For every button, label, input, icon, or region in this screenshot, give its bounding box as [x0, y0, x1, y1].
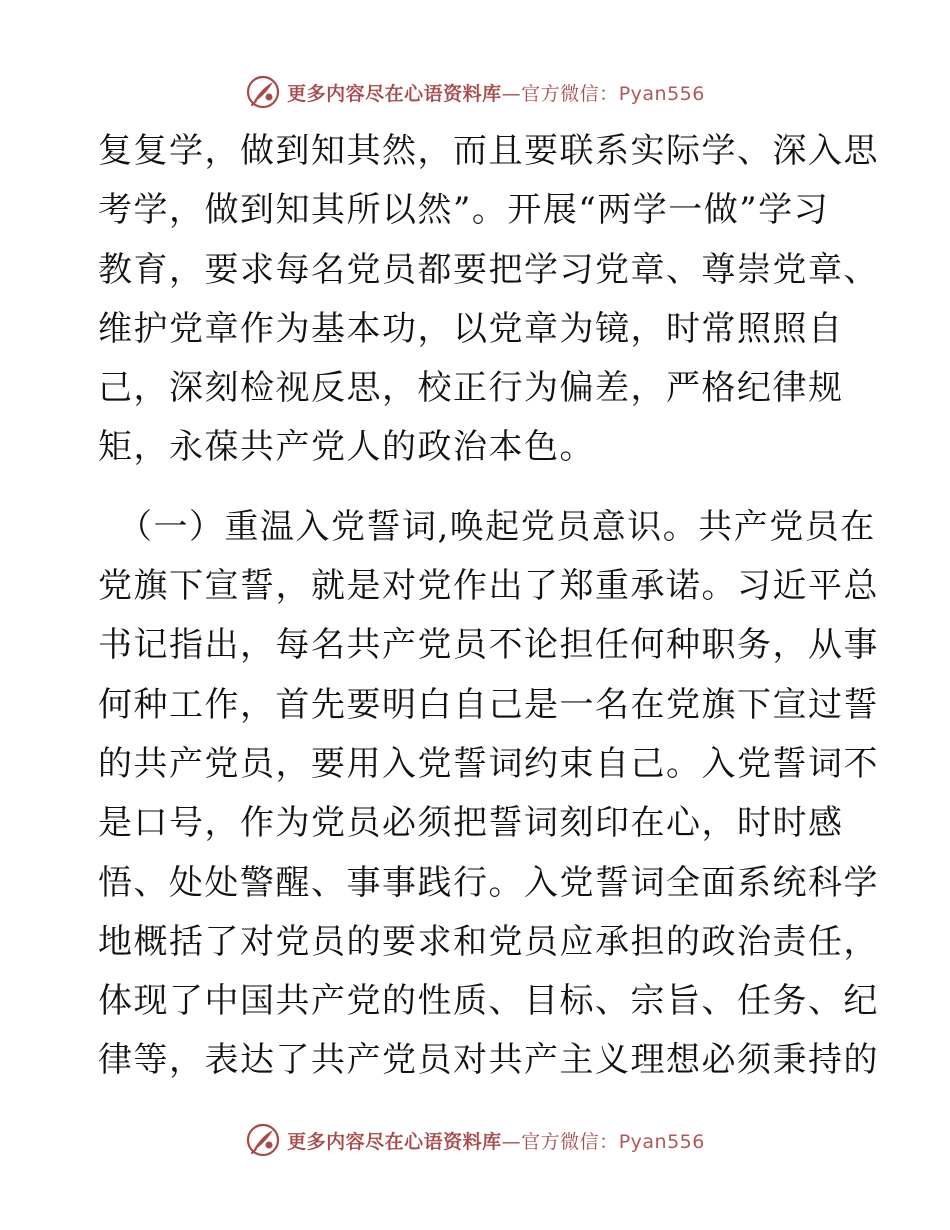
paragraph-1 [98, 122, 879, 478]
watermark-text [287, 79, 705, 106]
text-line: 的共产党员，要用入党誓词约束自己。入党誓词不 [98, 743, 879, 784]
text-line: 党旗下宣誓，就是对党作出了郑重承诺。习近平总 [98, 566, 879, 607]
watermark-wechat-label: 官方微信： [521, 1130, 619, 1153]
text-line: 律等，表达了共产党员对共产主义理想必须秉持的 [98, 1040, 879, 1081]
text-line: 书记指出，每名共产党员不论担任何种职务，从事 [98, 625, 879, 666]
quill-logo-icon [245, 1122, 281, 1158]
quill-logo-icon [245, 74, 281, 110]
text-line: 体现了中国共产党的性质、目标、宗旨、任务、纪 [98, 981, 879, 1022]
paragraph-2 [98, 498, 879, 1091]
footer-watermark [0, 1120, 950, 1160]
text-line: 维护党章作为基本功，以党章为镜，时常照照自 [98, 308, 844, 349]
section-heading-line: （一）重温入党誓词,唤起党员意识。共产党员在 [118, 506, 876, 547]
text-line: 悟、处处警醒、事事践行。入党誓词全面系统科学 [98, 862, 879, 903]
text-line: 复复学，做到知其然，而且要联系实际学、深入思 [98, 131, 879, 171]
watermark-handle: Pyan556 [618, 82, 705, 105]
text-line: 考学，做到知其所以然”。开展“两学一做”学习 [98, 190, 830, 231]
text-line: 矩，永葆共产党人的政治本色。 [98, 427, 595, 468]
header-watermark [0, 72, 950, 112]
watermark-site-text: 更多内容尽在心语资料库 [287, 82, 502, 105]
text-line: 己，深刻检视反思，校正行为偏差，严格纪律规 [98, 368, 844, 409]
document-body [98, 122, 879, 1091]
watermark-site-text: 更多内容尽在心语资料库 [287, 1130, 502, 1153]
watermark-separator: — [501, 82, 522, 105]
text-line: 教育，要求每名党员都要把学习党章、尊崇党章、 [98, 249, 879, 290]
watermark-handle: Pyan556 [618, 1130, 705, 1153]
watermark-wechat-label: 官方微信： [521, 82, 619, 105]
text-line: 地概括了对党员的要求和党员应承担的政治责任， [98, 921, 879, 962]
text-line: 是口号，作为党员必须把誓词刻印在心，时时感 [98, 803, 844, 844]
watermark-text [287, 1127, 705, 1154]
watermark-separator: — [501, 1130, 522, 1153]
text-line: 何种工作，首先要明白自己是一名在党旗下宣过誓 [98, 684, 879, 725]
